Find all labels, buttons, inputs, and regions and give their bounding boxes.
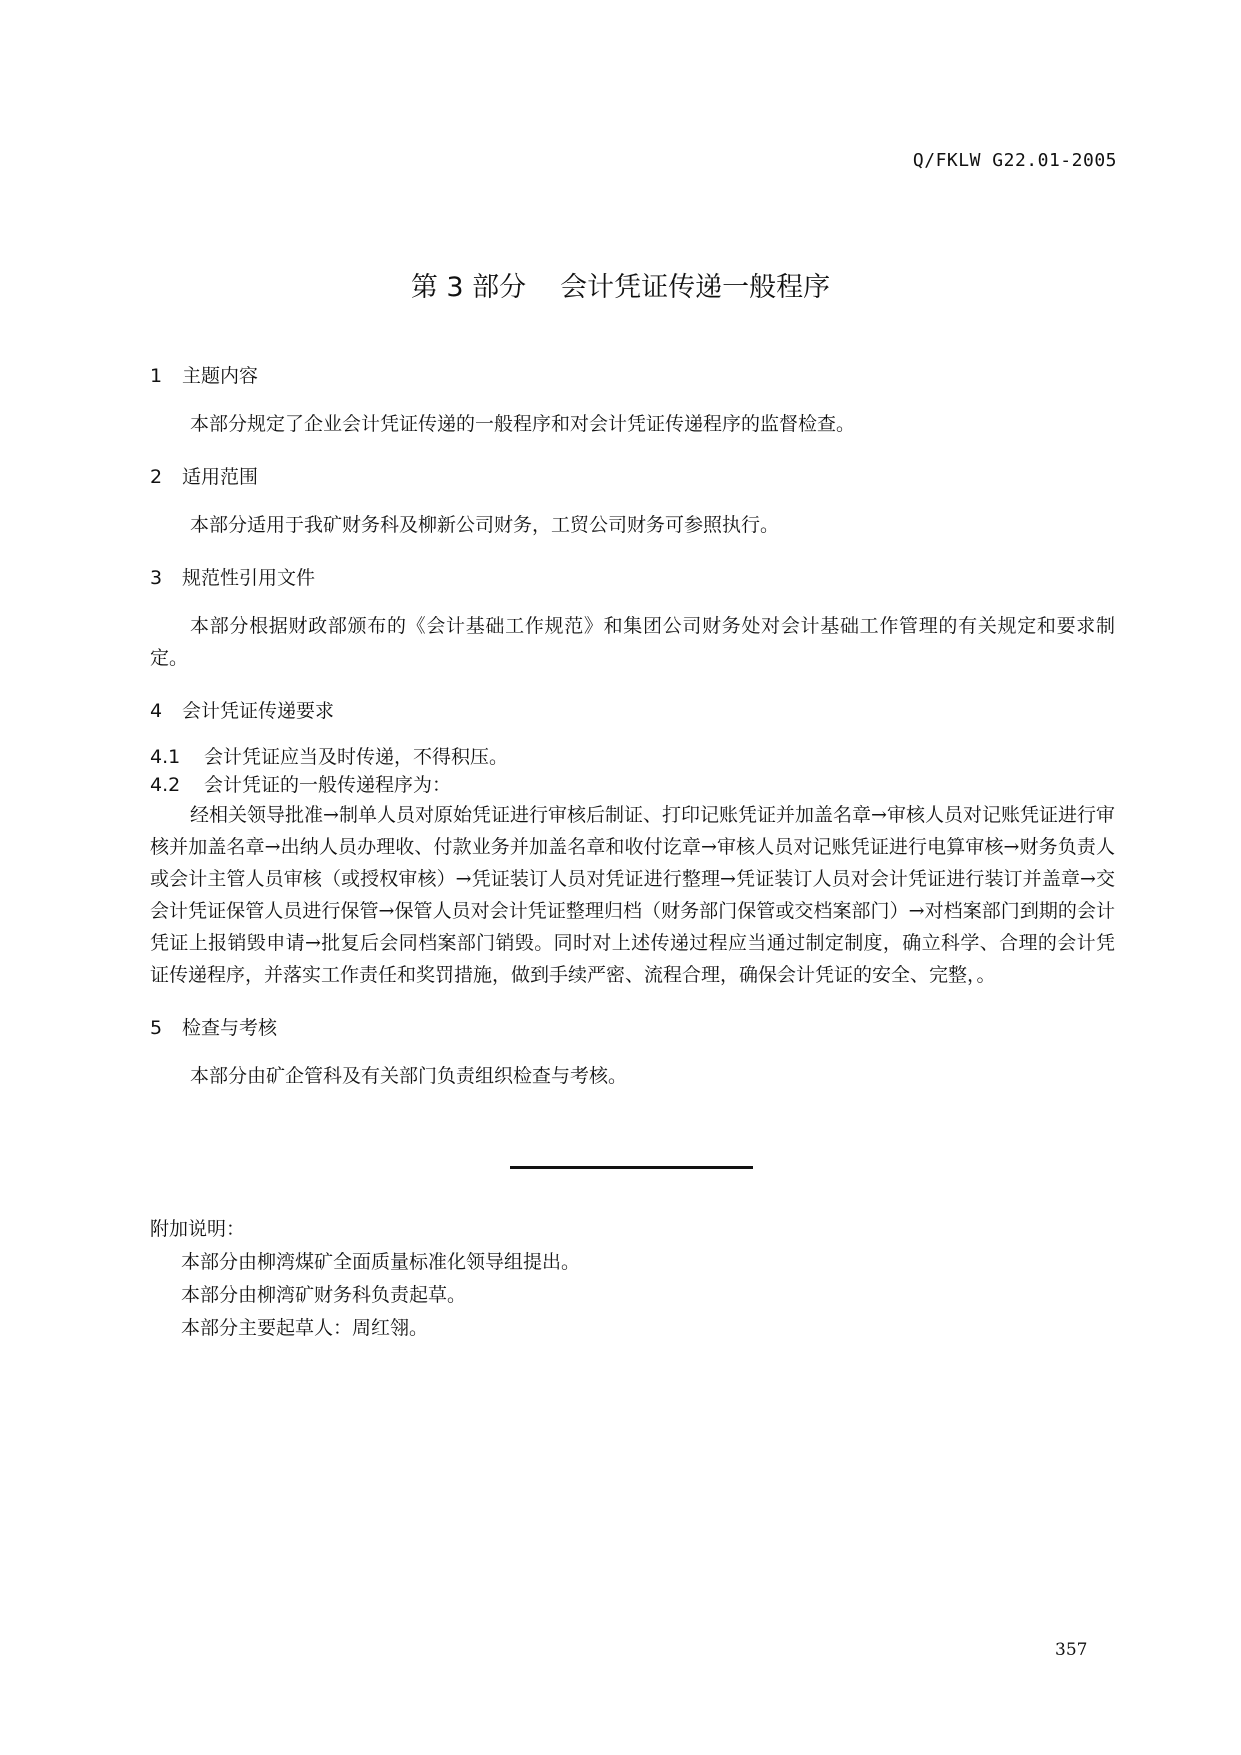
section-paragraph: 本部分由矿企管科及有关部门负责组织检查与考核。 — [190, 1065, 628, 1087]
notes-line: 本部分由柳湾矿财务科负责起草。 — [181, 1284, 467, 1306]
section-paragraph: 本部分规定了企业会计凭证传递的一般程序和对会计凭证传递程序的监督检查。 — [190, 413, 856, 435]
page-number: 357 — [1055, 1640, 1088, 1660]
document-body — [150, 360, 1115, 1092]
section-paragraph: 本部分根据财政部颁布的《会计基础工作规范》和集团公司财务处对会计基础工作管理的有关规定和要求制定。 — [150, 615, 1115, 669]
subsection-item: 4.1 会计凭证应当及时传递，不得积压。 — [150, 746, 509, 768]
notes-line: 本部分由柳湾煤矿全面质量标准化领导组提出。 — [181, 1251, 581, 1273]
procedure-paragraph: 经相关领导批准→制单人员对原始凭证进行审核后制证、打印记账凭证并加盖名章→审核人员对记账凭证进行审核并加盖名章→出纳人员办理收、付款业务并加盖名章和收付讫章→审核人员对记账凭证进行电算审核→财务负责人或会计主管人员审核（或授权审核）→凭证装订人员对凭证进行整理→凭证装订人员对会计凭证进行装订并盖章→交会计凭证保管人员进行保管→保管人员对会计凭证整理归档（财务部门保管或交档案部门）→对档案部门到期的会计凭证上报销毁申请→批复后会同档案部门销毁。同时对上述传递过程应当通过制定制度，确立科学、合理的会计凭证传递程序，并落实工作责任和奖罚措施，做到手续严密、流程合理，确保会计凭证的安全、完整，。 — [150, 804, 1115, 986]
notes-heading: 附加说明： — [150, 1218, 246, 1240]
part-title — [0, 265, 1241, 304]
part-name: 会计凭证传递一般程序 — [560, 272, 831, 303]
end-rule — [510, 1166, 753, 1169]
section-paragraph: 本部分适用于我矿财务科及柳新公司财务，工贸公司财务可参照执行。 — [190, 514, 780, 536]
section-heading: 5 检查与考核 — [150, 1017, 278, 1039]
subsection-item: 4.2 会计凭证的一般传递程序为： — [150, 774, 452, 796]
section-heading: 1 主题内容 — [150, 365, 259, 387]
notes-line: 本部分主要起草人：周红翎。 — [181, 1317, 429, 1339]
additional-notes — [150, 1213, 580, 1345]
section-heading: 3 规范性引用文件 — [150, 567, 316, 589]
document-number: Q/FKLW G22.01-2005 — [912, 150, 1117, 171]
section-heading: 4 会计凭证传递要求 — [150, 700, 335, 722]
part-label: 第 3 部分 — [410, 272, 527, 303]
section-heading: 2 适用范围 — [150, 466, 259, 488]
